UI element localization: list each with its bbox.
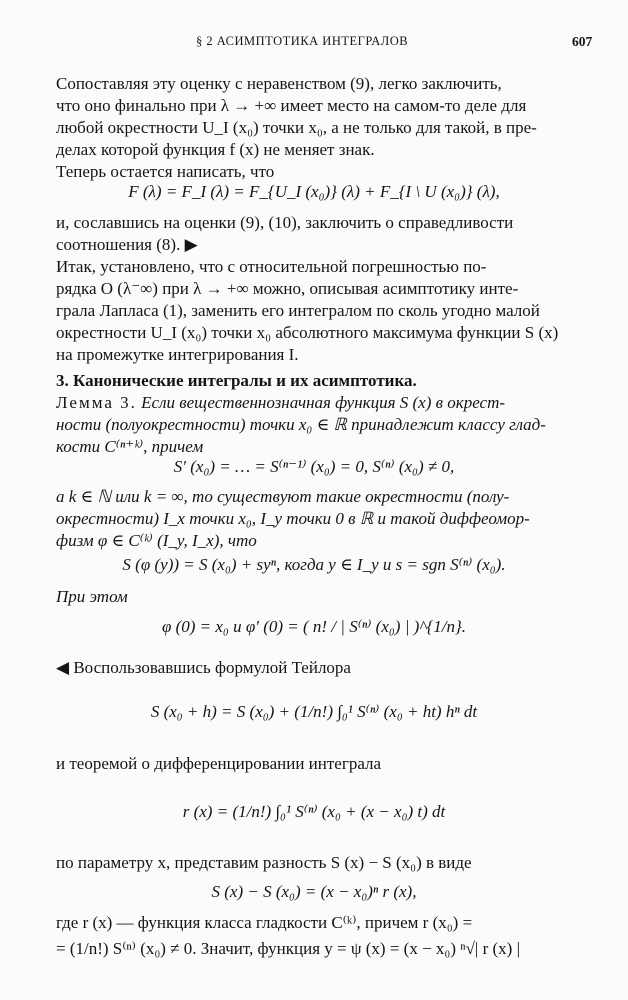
- lemma-statement-start: Если вещественнозначная функция S (x) в окрест-: [141, 393, 506, 412]
- section-heading: 3. Канонические интегралы и их асимптотика.: [56, 371, 417, 390]
- para4-line5: на промежутке интегрирования I.: [56, 345, 299, 364]
- para4-line1: Итак, установлено, что с относительной погрешностью по-: [56, 257, 487, 276]
- formula-5: S (x₀ + h) = S (x₀) + (1/n!) ∫₀¹ S⁽ⁿ⁾ (x₀ + ht) hⁿ dt: [150, 702, 478, 721]
- lemma-word: Лемма 3.: [56, 393, 137, 412]
- proof-line2: и теоремой о дифференцировании интеграла: [56, 754, 382, 773]
- proof-line4: где r (x) — функция класса гладкости C⁽ᵏ⁾, причем r (x₀) =: [56, 913, 473, 932]
- lemma-line4: а k ∈ ℕ или k = ∞, то существуют такие окрестности (полу-: [56, 487, 510, 506]
- proof-line1: ◀ Воспользовавшись формулой Тейлора: [56, 658, 351, 677]
- proof-line3: по параметру x, представим разность S (x) − S (x₀) в виде: [56, 853, 472, 872]
- section-title: § 2 АСИМПТОТИКА ИНТЕГРАЛОВ: [196, 34, 409, 48]
- para3-line1: и, сославшись на оценки (9), (10), заключить о справедливости: [56, 213, 514, 232]
- lemma-line5: окрестности) I_x точки x₀, I_y точки 0 в ℝ и такой диффеомор-: [56, 509, 530, 528]
- para4-line4: окрестности U_I (x₀) точки x₀ абсолютного максимума функции S (x): [56, 323, 559, 342]
- formula-1: F (λ) = F_I (λ) = F_{U_I (x₀)} (λ) + F_{I \ U (x₀)} (λ),: [128, 182, 500, 201]
- lemma-line3: кости C⁽ⁿ⁺ᵏ⁾, причем: [56, 437, 204, 456]
- formula-6: r (x) = (1/n!) ∫₀¹ S⁽ⁿ⁾ (x₀ + (x − x₀) t) dt: [182, 802, 446, 821]
- para1-line1: Сопоставляя эту оценку с неравенством (9), легко заключить,: [56, 74, 502, 93]
- formula-3: S (φ (y)) = S (x₀) + syⁿ, когда y ∈ I_y и s = sgn S⁽ⁿ⁾ (x₀).: [122, 555, 506, 574]
- para4-line2: рядка O (λ⁻∞) при λ → +∞ можно, описывая асимптотику инте-: [56, 279, 519, 298]
- para2-line1: Теперь остается написать, что: [56, 162, 275, 181]
- proof-line5: = (1/n!) S⁽ⁿ⁾ (x₀) ≠ 0. Значит, функция y = ψ (x) = (x − x₀) ⁿ√| r (x) |: [56, 939, 520, 958]
- para1-line4: делах которой функция f (x) не меняет знак.: [56, 140, 375, 159]
- para3-line2: соотношения (8). ▶: [56, 235, 198, 254]
- para1-line3: любой окрестности U_I (x₀) точки x₀, а не только для такой, в пре-: [56, 118, 537, 137]
- formula-4: φ (0) = x₀ и φ′ (0) = ( n! / | S⁽ⁿ⁾ (x₀) | )^{1/n}.: [161, 617, 467, 636]
- formula-7: S (x) − S (x₀) = (x − x₀)ⁿ r (x),: [211, 882, 417, 901]
- running-header: [0, 30, 628, 50]
- lemma-line1: [56, 391, 594, 414]
- lemma-line7: При этом: [56, 587, 128, 606]
- page-number: 607: [572, 34, 593, 49]
- para4-line3: грала Лапласа (1), заменить его интегралом по сколь угодно малой: [56, 301, 540, 320]
- formula-2: S′ (x₀) = … = S⁽ⁿ⁻¹⁾ (x₀) = 0, S⁽ⁿ⁾ (x₀) ≠ 0,: [173, 457, 455, 476]
- para1-line2: что оно финально при λ → +∞ имеет место на самом-то деле для: [56, 96, 527, 115]
- lemma-line2: ности (полуокрестности) точки x₀ ∈ ℝ принадлежит классу глад-: [56, 415, 546, 434]
- lemma-line6: физм φ ∈ C⁽ᵏ⁾ (I_y, I_x), что: [56, 531, 257, 550]
